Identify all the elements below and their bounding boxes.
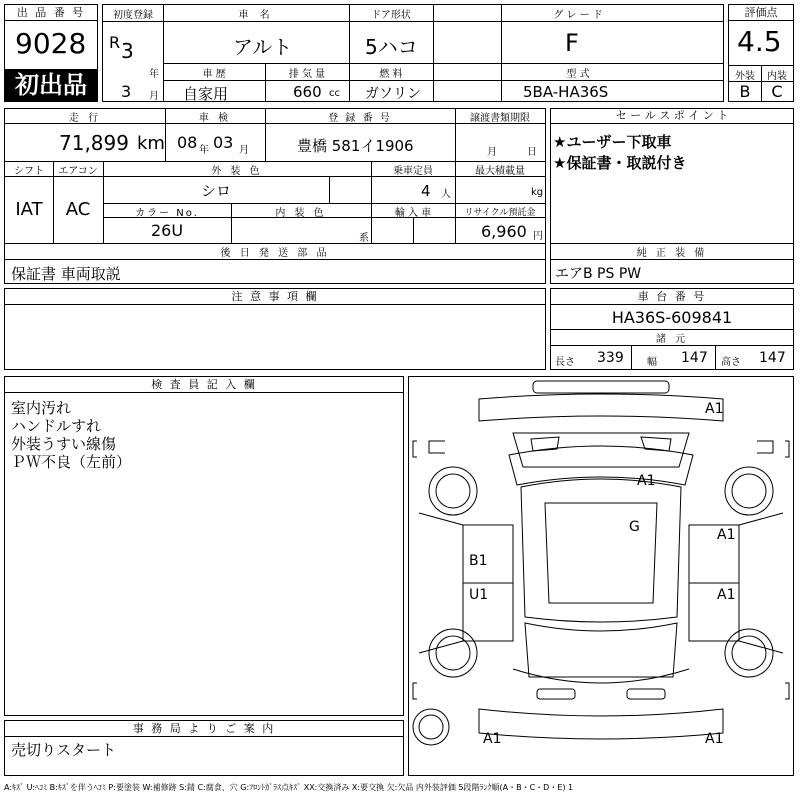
- transfer-day-unit: 日: [527, 147, 537, 158]
- sales-box: [550, 108, 794, 284]
- recycle-unit: 円: [533, 231, 543, 242]
- length-label: 長さ: [555, 357, 575, 368]
- first-reg-era: R: [109, 33, 121, 52]
- width-value: 147: [681, 350, 708, 366]
- aircon-label: エアコン: [58, 166, 98, 177]
- ext-score: B: [739, 82, 751, 101]
- inspection-month-unit: 月: [239, 145, 249, 156]
- registration-value: 豊橋 581イ1906: [297, 137, 414, 155]
- car-diagram: [409, 377, 793, 775]
- shift-label: シフト: [14, 166, 44, 177]
- fuel-label: 燃 料: [379, 69, 403, 80]
- capacity-value: 4: [421, 182, 431, 200]
- notes-label: 注 意 事 項 欄: [5, 289, 545, 305]
- height-label: 高さ: [721, 357, 741, 368]
- door-label: ドア形状: [371, 10, 411, 21]
- width-label: 幅: [647, 357, 657, 368]
- history-label: 車 歴: [202, 69, 226, 80]
- length-value: 339: [597, 350, 624, 366]
- car-diagram-box: [408, 376, 794, 776]
- recycle-label: リサイクル預託金: [464, 208, 536, 218]
- score-label: 評価点: [729, 5, 793, 21]
- later-parts-value: 保証書 車両取説: [11, 265, 121, 283]
- mileage-value: 71,899: [59, 131, 129, 155]
- int-score-label: 内装: [767, 71, 787, 82]
- first-reg-month-unit: 月: [149, 91, 159, 102]
- aircon-value: AC: [65, 199, 91, 220]
- color-no-value: 26U: [151, 221, 184, 240]
- score-box: [728, 4, 794, 102]
- lot-number: 9028: [15, 27, 87, 60]
- door-type: 5ハコ: [365, 35, 418, 59]
- damage-mark-m2: A1: [637, 473, 656, 489]
- dims-label: 諸 元: [655, 334, 689, 345]
- transfer-month-unit: 月: [487, 147, 497, 158]
- top-info-box: [102, 4, 724, 102]
- inspection-month: 03: [213, 133, 234, 152]
- fuel-value: ガソリン: [365, 86, 421, 102]
- damage-mark-m9: A1: [705, 731, 724, 747]
- car-name: アルト: [233, 35, 293, 59]
- inspector-label: 検 査 員 記 入 欄: [5, 377, 403, 393]
- inspector-line-4: ＰＷ不良（左前）: [11, 453, 132, 471]
- chassis-box: [550, 288, 794, 370]
- int-color-unit: 系: [359, 233, 369, 244]
- first-reg-year: 3: [121, 39, 134, 63]
- damage-mark-m1: A1: [705, 401, 724, 417]
- history-value: 自家用: [183, 85, 229, 103]
- office-value: 売切りスタート: [11, 741, 117, 759]
- displacement-label: 排 気 量: [288, 69, 326, 80]
- first-listing-badge: 初出品: [5, 69, 97, 101]
- sales-point-line-1: ★ユーザー下取車: [553, 133, 672, 151]
- color-no-label: カラー No.: [135, 208, 199, 219]
- displacement-unit: cc: [329, 88, 340, 99]
- inspector-box: [4, 376, 404, 716]
- inspector-line-2: ハンドルすれ: [11, 417, 102, 435]
- mileage-unit: km: [137, 133, 165, 154]
- genuine-label: 純 正 装 備: [636, 248, 708, 259]
- import-label: 輸 入 車: [394, 208, 432, 219]
- first-reg-label: 初度登録: [113, 10, 153, 21]
- later-parts-label: 後 日 発 送 部 品: [220, 248, 330, 259]
- legend-text: A:ｷｽﾞ U:ﾍｺﾐ B:ｷｽﾞを伴うﾍｺﾐ P:要塗装 W:補修跡 S:錆 C:腐食、穴 G:ﾌﾛﾝﾄｶﾞﾗｽ点ｷｽﾞ XX:交換済み X:要交換 欠:欠品 内外装評価 5段階ﾗﾝｸ順(A・B・C・D・E) 1: [4, 783, 574, 792]
- model-value: 5BA-HA36S: [523, 83, 609, 101]
- max-load-unit: kg: [531, 187, 544, 198]
- inspection-label: 車 検: [198, 113, 232, 124]
- score-value: 4.5: [737, 25, 782, 58]
- registration-label: 登 録 番 号: [328, 113, 392, 124]
- ext-color-value: シロ: [201, 182, 232, 200]
- office-box: [4, 720, 404, 776]
- int-score: C: [771, 82, 783, 101]
- ext-color-label: 外 装 色: [211, 166, 263, 177]
- inspector-line-3: 外装うすい線傷: [11, 435, 117, 453]
- inspection-year-unit: 年: [199, 145, 209, 156]
- max-load-label: 最大積載量: [475, 166, 525, 177]
- inspector-line-1: 室内汚れ: [11, 399, 72, 417]
- capacity-label: 乗車定員: [393, 166, 433, 177]
- chassis-number: HA36S-609841: [611, 308, 733, 327]
- first-reg-month: 3: [121, 82, 132, 101]
- sales-point-label: セ ー ル ス ポ イ ン ト: [551, 109, 793, 124]
- damage-mark-m7: A1: [717, 587, 736, 603]
- genuine-value: エアB PS PW: [555, 266, 642, 282]
- damage-mark-m6: U1: [469, 587, 489, 603]
- inspection-year: 08: [177, 133, 198, 152]
- details-box: [4, 108, 546, 284]
- capacity-unit: 人: [441, 189, 451, 200]
- notes-box: [4, 288, 546, 370]
- mileage-label: 走 行: [68, 113, 102, 124]
- grade-label: グ レ ー ド: [553, 10, 603, 21]
- car-name-label: 車 名: [238, 10, 274, 21]
- recycle-value: 6,960: [481, 222, 527, 241]
- damage-mark-m8: A1: [483, 731, 502, 747]
- int-color-label: 内 装 色: [275, 208, 327, 219]
- chassis-label: 車 台 番 号: [551, 289, 793, 305]
- transfer-label: 譲渡書類期限: [470, 113, 530, 124]
- displacement-value: 660: [293, 83, 322, 101]
- lot-box: [4, 4, 98, 102]
- shift-value: IAT: [15, 199, 43, 220]
- height-value: 147: [759, 350, 786, 366]
- first-reg-year-unit: 年: [149, 69, 159, 80]
- lot-label: 出 品 番 号: [5, 5, 97, 21]
- office-label: 事 務 局 よ り ご 案 内: [5, 721, 403, 737]
- sales-point-line-2: ★保証書・取説付き: [553, 154, 687, 172]
- grade-value: F: [565, 29, 579, 57]
- damage-mark-m3: G: [629, 519, 640, 535]
- damage-mark-m4: A1: [717, 527, 736, 543]
- damage-mark-m5: B1: [469, 553, 488, 569]
- ext-score-label: 外装: [735, 71, 755, 82]
- model-label: 型 式: [566, 69, 590, 80]
